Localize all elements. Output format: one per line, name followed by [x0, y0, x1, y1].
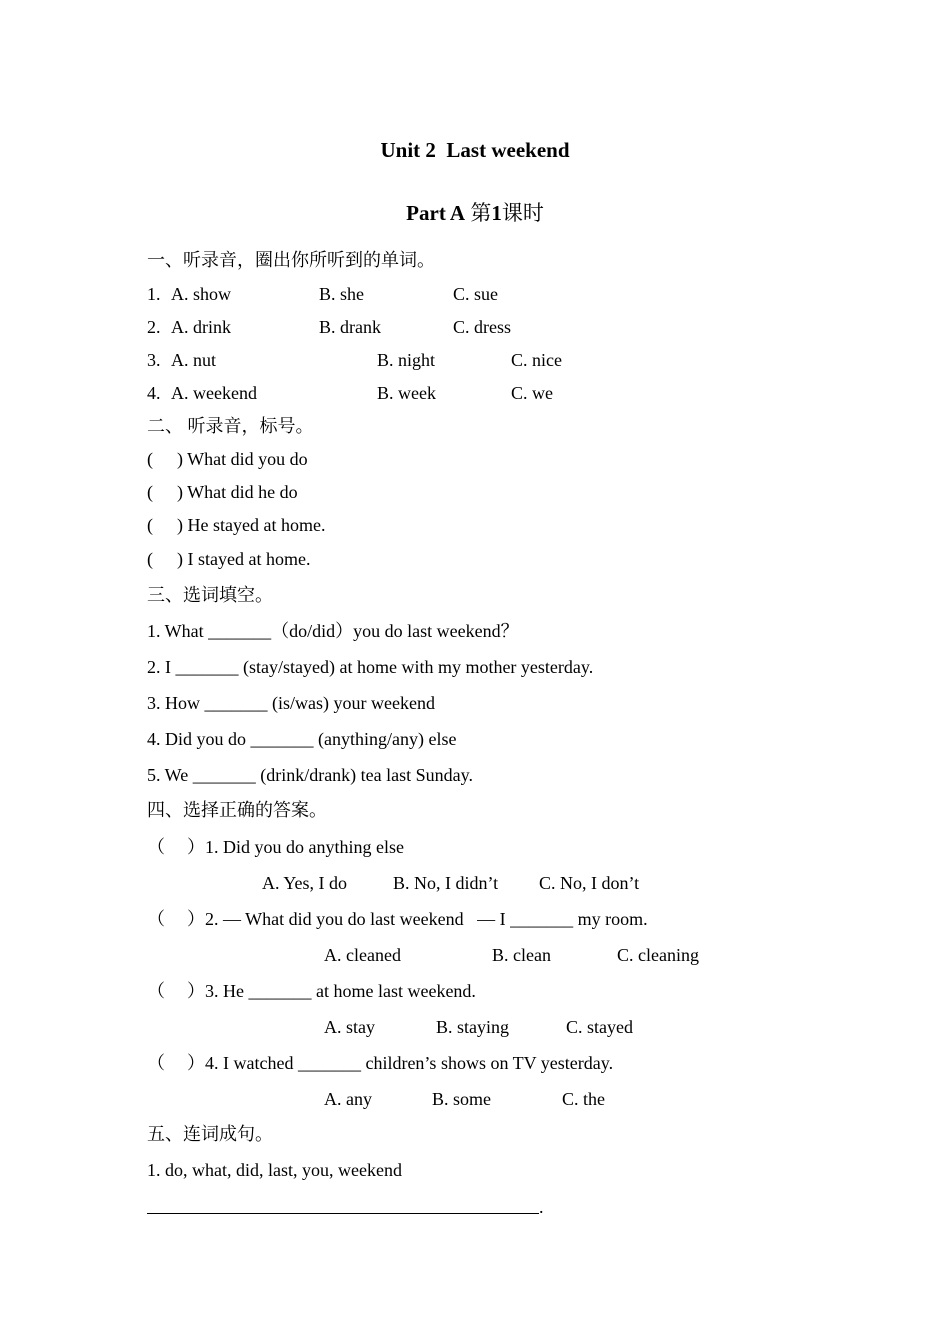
s2-item-3-paren: ( [147, 515, 153, 535]
s3-item-2: 2. I _______ (stay/stayed) at home with my mother yesterday. [147, 657, 594, 677]
s4-q1-option-c: C. No, I don’t [539, 873, 640, 893]
s1-item-2-option-b: B. drank [319, 317, 381, 337]
s1-item-4-option-c: C. we [511, 383, 553, 403]
s2-item-3-text: ) He stayed at home. [177, 515, 326, 535]
section-5-heading: 五、连词成句。 [147, 1124, 273, 1144]
s1-item-1-option-b: B. she [319, 284, 364, 304]
s4-q1-option-a: A. Yes, I do [262, 873, 348, 893]
section-2-heading: 二、 听录音，标号。 [147, 416, 314, 436]
s3-item-1: 1. What _______（do/did）you do last weekend？ [147, 621, 519, 641]
subtitle-part: Part A [406, 201, 466, 225]
s1-item-2-option-a: A. drink [171, 317, 231, 337]
s4-q2-text: ）2. — What did you do last weekend — I _______ my room. [187, 909, 648, 929]
s1-item-3-option-c: C. nice [511, 350, 562, 370]
s4-q3-paren: （ [147, 981, 165, 1001]
s1-item-1-number: 1. [147, 284, 161, 304]
s1-item-1-option-c: C. sue [453, 284, 498, 304]
s4-q4-option-b: B. some [432, 1089, 492, 1109]
s3-item-3: 3. How _______ (is/was) your weekend [147, 693, 435, 713]
s1-item-3-option-b: B. night [377, 350, 436, 370]
s2-item-4-text: ) I stayed at home. [177, 549, 311, 569]
subtitle-di: 第 [470, 201, 492, 225]
s4-q2-option-c: C. cleaning [617, 945, 699, 965]
s1-item-4-option-a: A. weekend [171, 383, 257, 403]
s2-item-1-paren: ( [147, 449, 153, 469]
s4-q4-text: ）4. I watched _______ children’s shows on TV yesterday. [187, 1053, 614, 1073]
s5-item-1: 1. do, what, did, last, you, weekend [147, 1160, 402, 1180]
s1-item-2-option-c: C. dress [453, 317, 511, 337]
s4-q3-option-a: A. stay [324, 1017, 375, 1037]
s1-item-4-option-b: B. week [377, 383, 436, 403]
s5-answer-line [147, 1213, 539, 1214]
s1-item-2-number: 2. [147, 317, 161, 337]
s4-q4-option-a: A. any [324, 1089, 372, 1109]
s2-item-1-text: ) What did you do [177, 449, 308, 469]
s2-item-2-text: ) What did he do [177, 482, 298, 502]
s3-item-4: 4. Did you do _______ (anything/any) else [147, 729, 457, 749]
s1-item-1-option-a: A. show [171, 284, 232, 304]
section-4-heading: 四、选择正确的答案。 [147, 800, 327, 820]
s4-q1-option-b: B. No, I didn’t [393, 873, 499, 893]
s4-q3-option-c: C. stayed [566, 1017, 633, 1037]
section-3-heading: 三、选词填空。 [147, 585, 273, 605]
s4-q2-paren: （ [147, 909, 165, 929]
s1-item-3-number: 3. [147, 350, 161, 370]
s3-item-5: 5. We _______ (drink/drank) tea last Sunday. [147, 765, 473, 785]
s4-q4-paren: （ [147, 1053, 165, 1073]
subtitle-num: 1 [491, 201, 502, 225]
s4-q2-option-b: B. clean [492, 945, 551, 965]
s4-q2-option-a: A. cleaned [324, 945, 401, 965]
s1-item-4-number: 4. [147, 383, 161, 403]
s4-q1-text: ）1. Did you do anything else [187, 837, 404, 857]
s4-q3-text: ）3. He _______ at home last weekend. [187, 981, 476, 1001]
subtitle-keshi: 课时 [501, 201, 544, 225]
page-title: Unit 2 Last weekend [380, 138, 570, 162]
s5-end-mark: . [539, 1197, 544, 1217]
section-1-heading: 一、听录音，圈出你所听到的单词。 [147, 250, 435, 270]
s4-q3-option-b: B. staying [436, 1017, 510, 1037]
s4-q1-paren: （ [147, 837, 165, 857]
s2-item-2-paren: ( [147, 482, 153, 502]
s4-q4-option-c: C. the [562, 1089, 605, 1109]
s2-item-4-paren: ( [147, 549, 153, 569]
page-subtitle [0, 200, 950, 226]
s1-item-3-option-a: A. nut [171, 350, 216, 370]
